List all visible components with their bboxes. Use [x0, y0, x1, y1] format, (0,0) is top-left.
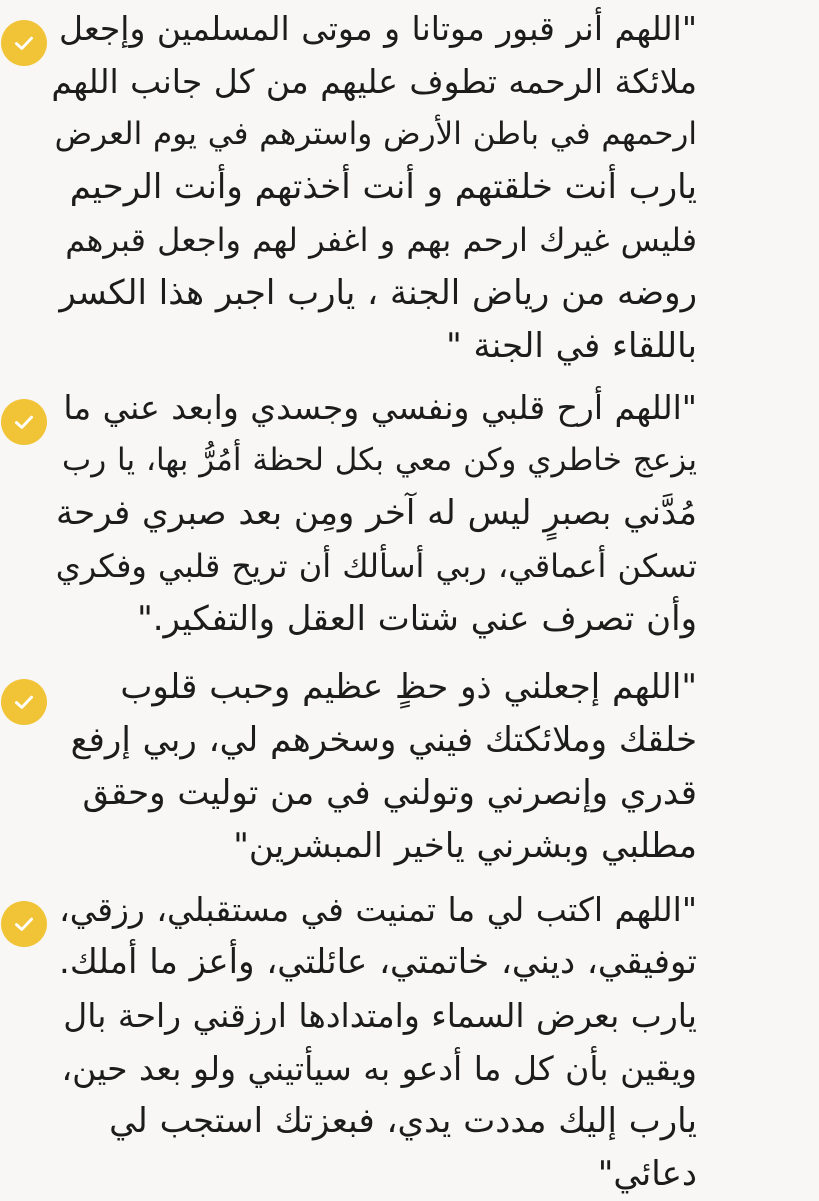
text-line: مطلبي وبشرني ياخير المبشرين" [233, 826, 697, 866]
text-line: دعائي" [597, 1154, 697, 1194]
check-circle-icon [1, 399, 47, 445]
check-circle-icon [1, 20, 47, 66]
text-line: تسكن أعماقي، ربي أسألك أن تريح قلبي وفكري [55, 547, 697, 585]
text-line: روضه من رياض الجنة ، يارب اجبر هذا الكسر [59, 273, 697, 313]
check-circle-icon [1, 679, 47, 725]
text-line: مُدَّني بصبرٍ ليس له آخر ومِن بعد صبري فرحة [55, 493, 697, 533]
text-line: وأن تصرف عني شتات العقل والتفكير." [137, 599, 697, 639]
text-line: "اللهم أرح قلبي ونفسي وجسدي وابعد عني ما [63, 388, 697, 427]
text-line: باللقاء في الجنة " [446, 326, 697, 366]
prayer-text [48, 883, 697, 1201]
text-line: يارب بعرض السماء وامتدادها ارزقني راحة بال [63, 996, 697, 1035]
prayer-text [48, 2, 697, 373]
text-line: يارب إليك مددت يدي، فبعزتك استجب لي [109, 1101, 697, 1141]
text-line: يزعج خاطري وكن معي بكل لحظة أمُرُّ بها، يا رب [62, 442, 697, 478]
prayer-text [48, 381, 697, 646]
text-line: ملائكة الرحمه تطوف عليهم من كل جانب اللهم [51, 62, 697, 101]
text-line: ارحمهم في باطن الأرض واسترهم في يوم العرض [54, 116, 697, 152]
text-line: خلقك وملائكتك فيني وسخرهم لي، ربي إرفع [70, 720, 697, 760]
text-line: توفيقي، ديني، خاتمتي، عائلتي، وأعز ما أملك. [59, 942, 697, 982]
text-line: ويقين بأن كل ما أدعو به سيأتيني ولو بعد حين، [61, 1049, 697, 1088]
text-line: يارب أنت خلقتهم و أنت أخذتهم وأنت الرحيم [69, 167, 697, 207]
text-line: فليس غيرك ارحم بهم و اغفر لهم واجعل قبرهم [65, 221, 697, 259]
text-line: "اللهم اكتب لي ما تمنيت في مستقبلي، رزقي، [59, 890, 697, 929]
text-line: قدري وإنصرني وتولني في من توليت وحقق [82, 773, 697, 813]
text-line: "اللهم إجعلني ذو حظٍ عظيم وحبب قلوب [120, 667, 697, 707]
check-circle-icon [1, 901, 47, 947]
text-line: "اللهم أنر قبور موتانا و موتى المسلمين وإجعل [59, 9, 697, 48]
prayer-text [48, 661, 697, 873]
